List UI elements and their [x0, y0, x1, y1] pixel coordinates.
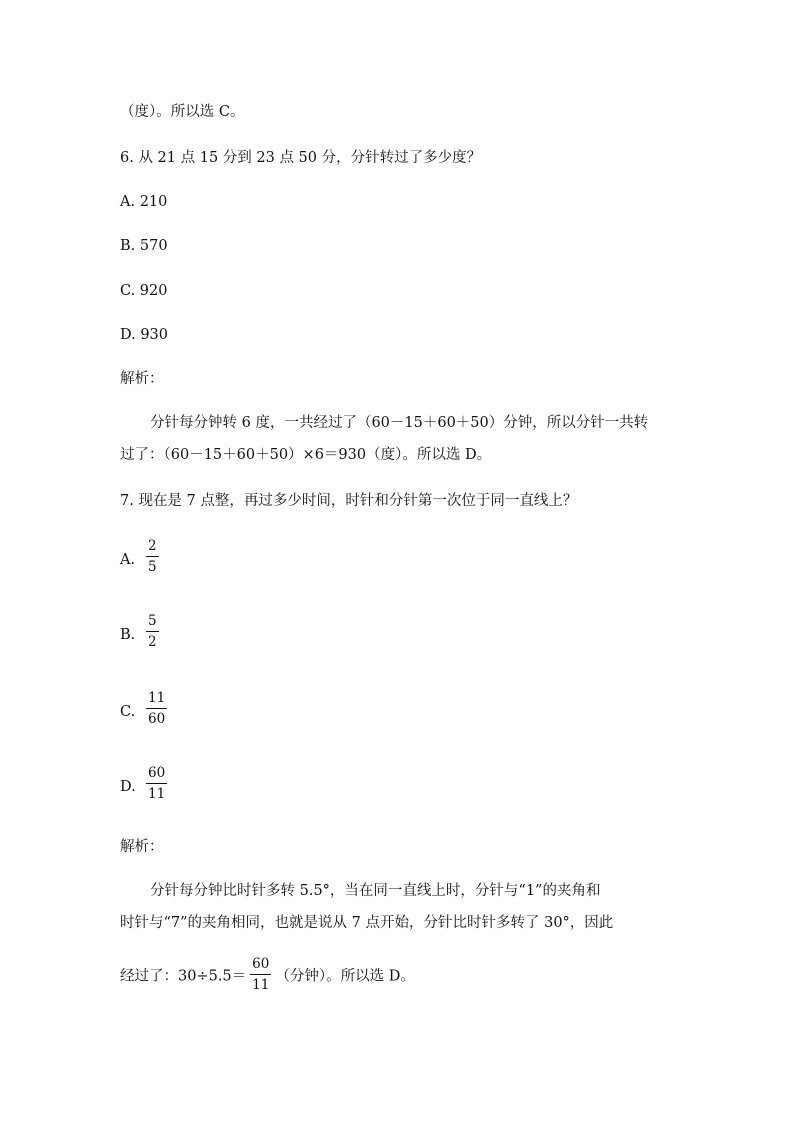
q7-analysis-line-1: 分针每分钟比时针多转 5.5°，当在同一直线上时，分针与“1”的夹角和 — [150, 883, 601, 899]
question-7: 7. 现在是 7 点整，再过多少时间，时针和分针第一次位于同一直线上？ — [120, 493, 578, 509]
q7-analysis-line-3-post: （分钟）。所以选 D。 — [275, 968, 415, 985]
fraction-numerator: 2 — [148, 538, 157, 554]
q7-option-c-fraction — [146, 690, 167, 727]
q7-analysis-line-2: 时针与“7”的夹角相同，也就是说从 7 点开始，分针比时针多转了 30°，因此 — [120, 915, 614, 931]
q6-analysis-line-2: 过了：（60－15＋60＋50）×6＝930（度）。所以选 D。 — [120, 447, 492, 463]
q6-option-d: D. 930 — [120, 327, 169, 343]
fraction-denominator: 5 — [146, 556, 159, 575]
q7-option-b-fraction — [146, 613, 159, 650]
q7-analysis-line-3-pre: 经过了：30÷5.5＝ — [120, 968, 247, 985]
q6-analysis-line-1: 分针每分钟转 6 度，一共经过了（60－15＋60＋50）分钟，所以分针一共转 — [150, 415, 649, 431]
q7-analysis-line-3 — [120, 958, 415, 995]
q7-option-a-label: A. — [120, 552, 136, 568]
fraction-denominator: 11 — [146, 783, 167, 802]
fraction-numerator: 5 — [148, 613, 157, 629]
fraction-numerator: 60 — [148, 765, 166, 781]
q7-analysis-fraction — [250, 956, 271, 993]
q7-analysis-heading: 解析： — [120, 839, 164, 855]
q7-option-c-label: C. — [120, 704, 136, 720]
fraction-denominator: 11 — [250, 974, 271, 993]
fraction-denominator: 2 — [146, 631, 159, 650]
q6-analysis-heading: 解析： — [120, 371, 164, 387]
fraction-denominator: 60 — [146, 708, 167, 727]
q7-option-d-label: D. — [120, 779, 136, 795]
question-6: 6. 从 21 点 15 分到 23 点 50 分，分针转过了多少度？ — [120, 150, 482, 166]
q6-option-c: C. 920 — [120, 283, 168, 299]
fraction-numerator: 60 — [252, 956, 270, 972]
q7-option-b-label: B. — [120, 627, 136, 643]
q6-option-a: A. 210 — [120, 194, 168, 210]
q7-option-a-fraction — [146, 538, 159, 575]
fraction-numerator: 11 — [148, 690, 166, 706]
prev-answer-tail: （度）。所以选 C。 — [120, 104, 245, 120]
q6-option-b: B. 570 — [120, 238, 168, 254]
q7-option-d-fraction — [146, 765, 167, 802]
